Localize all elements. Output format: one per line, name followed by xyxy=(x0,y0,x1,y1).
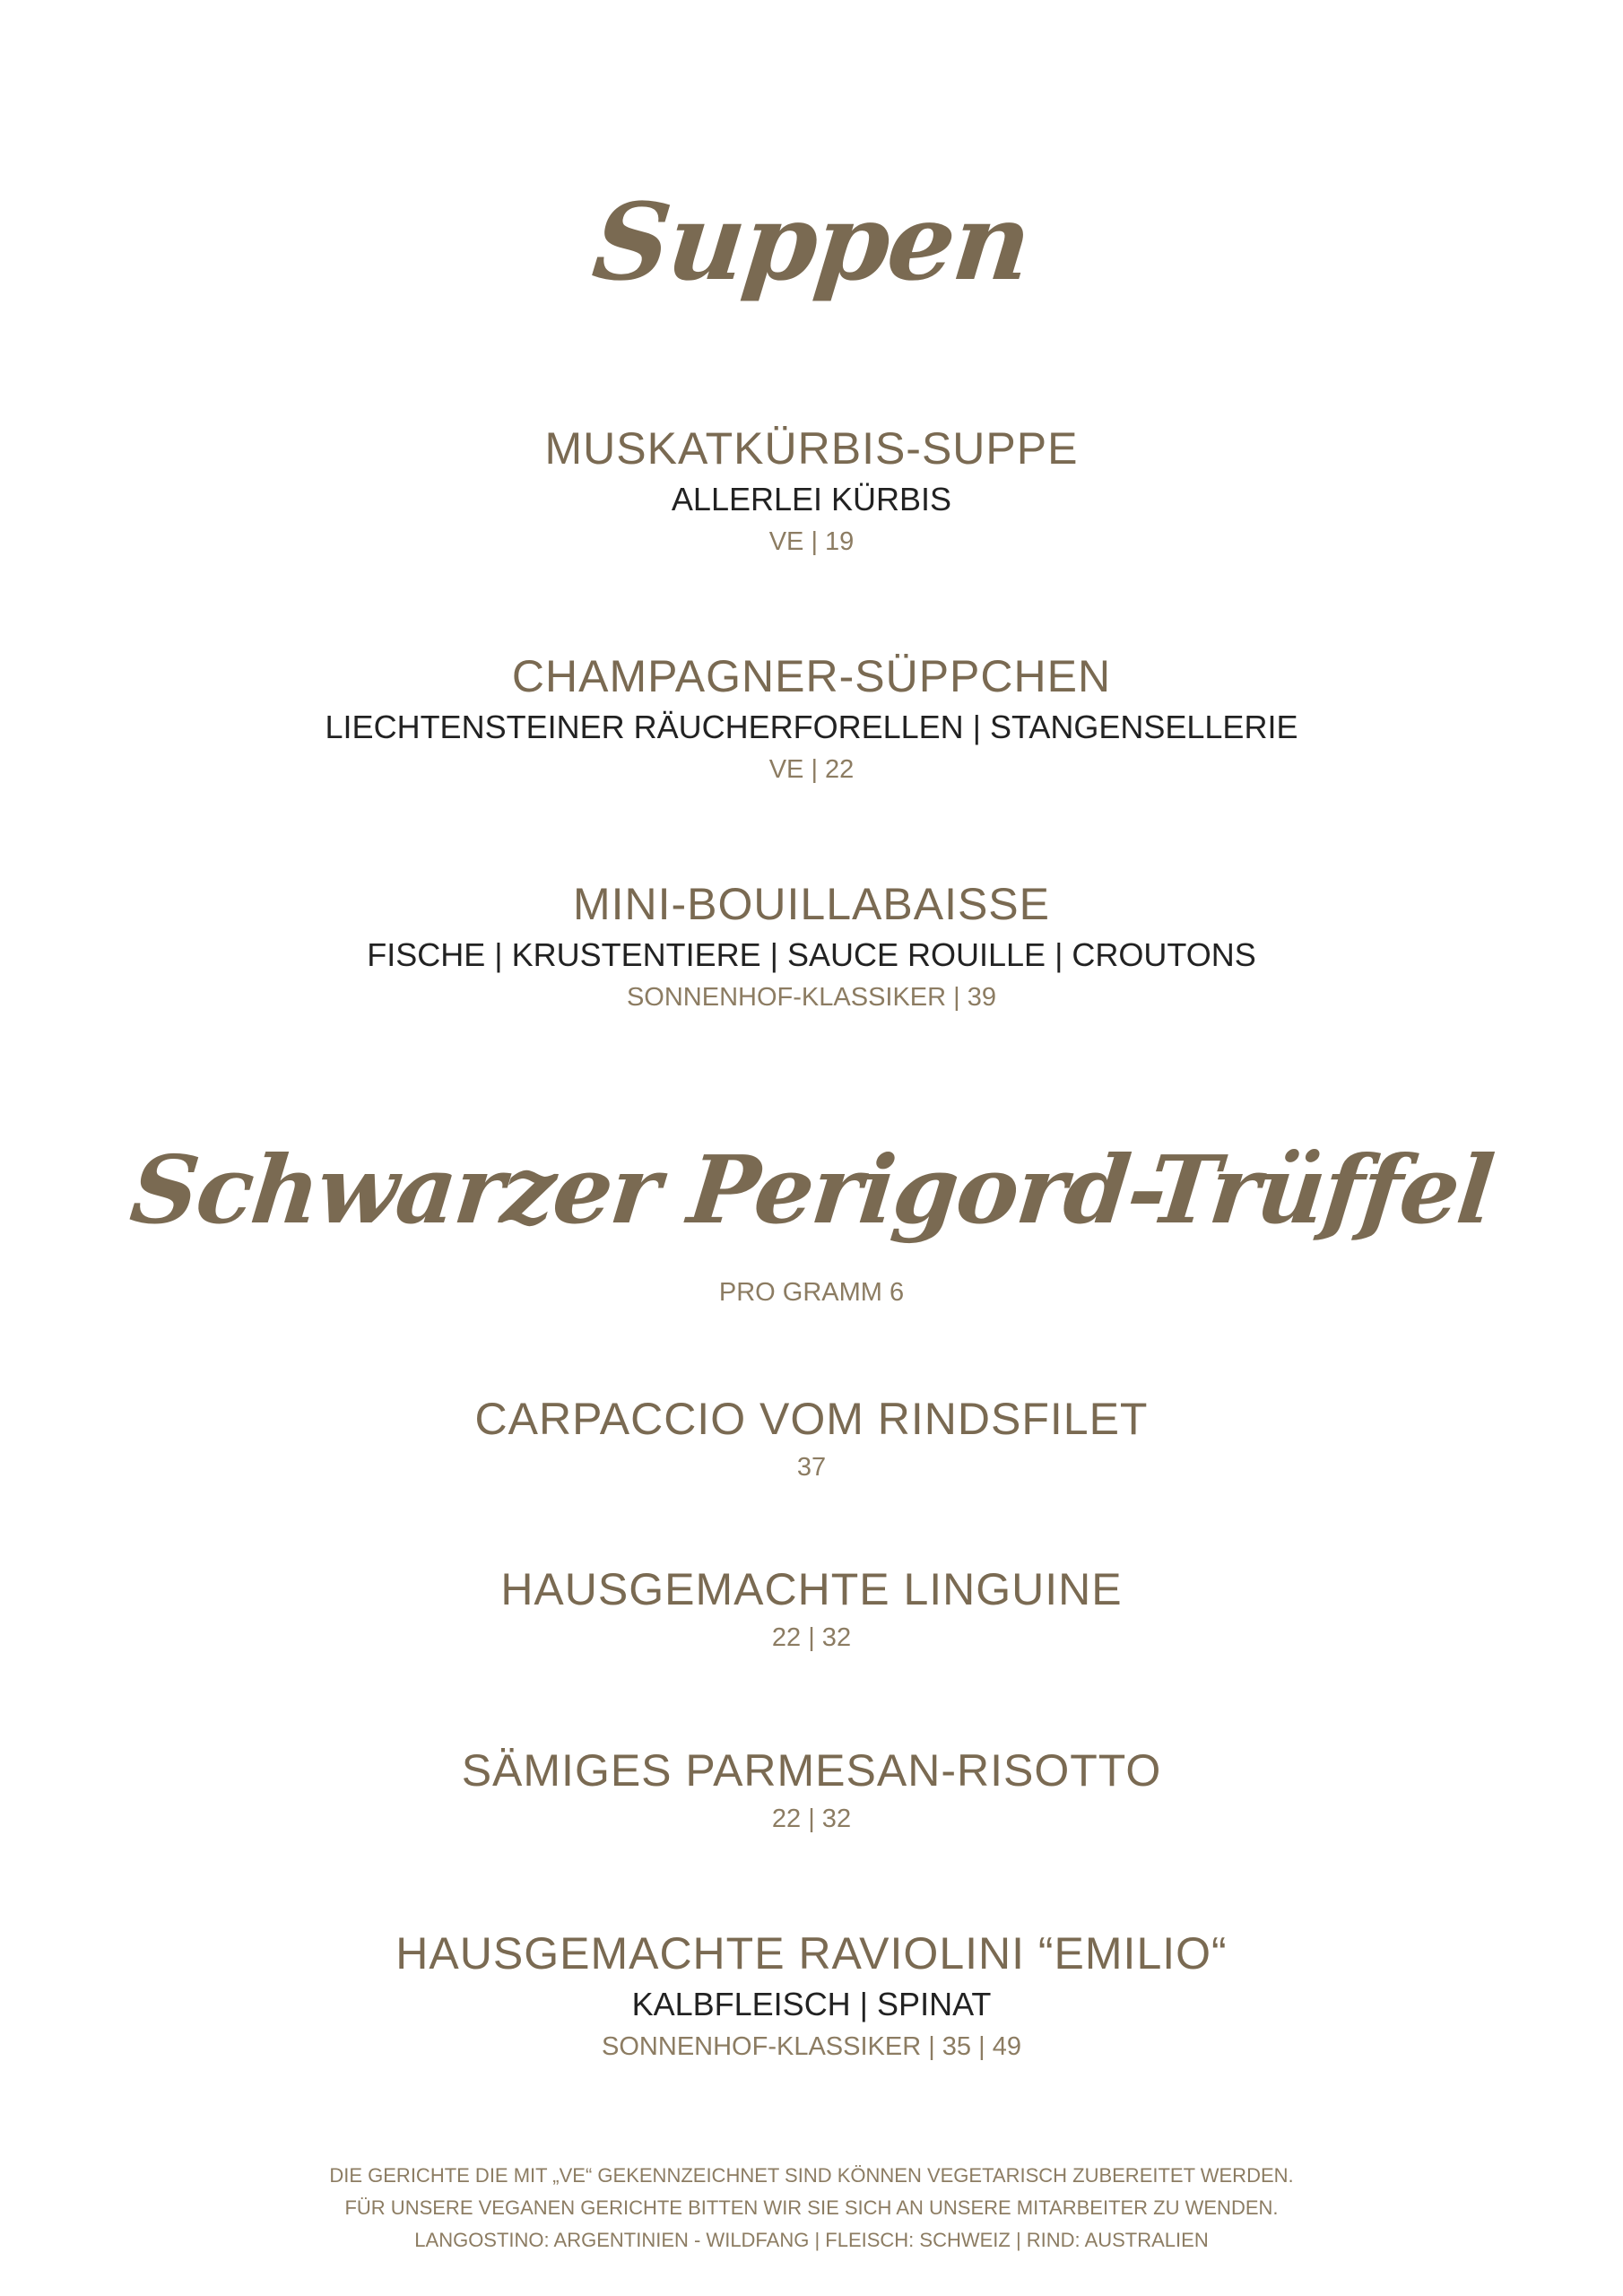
dish-description: FISCHE | KRUSTENTIERE | SAUCE ROUILLE | CROUTONS xyxy=(367,936,1256,973)
dish-name: MUSKATKÜRBIS-SUPPE xyxy=(544,423,1079,474)
dish-description: LIECHTENSTEINER RÄUCHERFORELLEN | STANGENSELLERIE xyxy=(325,709,1298,745)
menu-item xyxy=(0,1744,1623,1837)
footer-line: LANGOSTINO: ARGENTINIEN - WILDFANG | FLEISCH: SCHWEIZ | RIND: AUSTRALIEN xyxy=(414,2229,1209,2251)
dish-price: SONNENHOF-KLASSIKER | 39 xyxy=(626,983,997,1012)
dish-name: MINI-BOUILLABAISSE xyxy=(572,879,1051,929)
footer-line: DIE GERICHTE DIE MIT „VE“ GEKENNZEICHNET SIND KÖNNEN VEGETARISCH ZUBEREITET WERDEN. xyxy=(329,2164,1294,2187)
dish-price: VE | 19 xyxy=(768,527,855,556)
menu-item xyxy=(0,649,1623,787)
dish-price: 22 | 32 xyxy=(771,1805,852,1833)
section-note: PRO GRAMM 6 xyxy=(718,1278,905,1307)
menu-item xyxy=(0,1392,1623,1485)
dish-name: HAUSGEMACHTE RAVIOLINI “EMILIO“ xyxy=(395,1928,1228,1979)
menu-item xyxy=(0,877,1623,1015)
footer-notes xyxy=(0,2160,1623,2257)
dish-price: SONNENHOF-KLASSIKER | 35 | 49 xyxy=(602,2032,1021,2061)
dish-price: 22 | 32 xyxy=(771,1623,852,1652)
dish-price: VE | 22 xyxy=(768,755,855,784)
menu-item xyxy=(0,1562,1623,1656)
dish-name: SÄMIGES PARMESAN-RISOTTO xyxy=(461,1745,1162,1796)
section-title-suppen: Suppen xyxy=(587,179,1036,304)
footer-line: FÜR UNSERE VEGANEN GERICHTE BITTEN WIR SIE SICH AN UNSERE MITARBEITER ZU WENDEN. xyxy=(344,2196,1279,2219)
dish-name: CHAMPAGNER-SÜPPCHEN xyxy=(511,651,1112,701)
menu-item xyxy=(0,422,1623,560)
menu-item xyxy=(0,1926,1623,2065)
dish-name: HAUSGEMACHTE LINGUINE xyxy=(500,1564,1123,1614)
section-title-trueffel: Schwarzer Perigord-Trüffel xyxy=(126,1135,1497,1245)
dish-price: 37 xyxy=(796,1453,827,1482)
dish-description: KALBFLEISCH | SPINAT xyxy=(631,1986,992,2022)
dish-description: ALLERLEI KÜRBIS xyxy=(671,481,952,517)
dish-name: CARPACCIO VOM RINDSFILET xyxy=(474,1394,1149,1444)
